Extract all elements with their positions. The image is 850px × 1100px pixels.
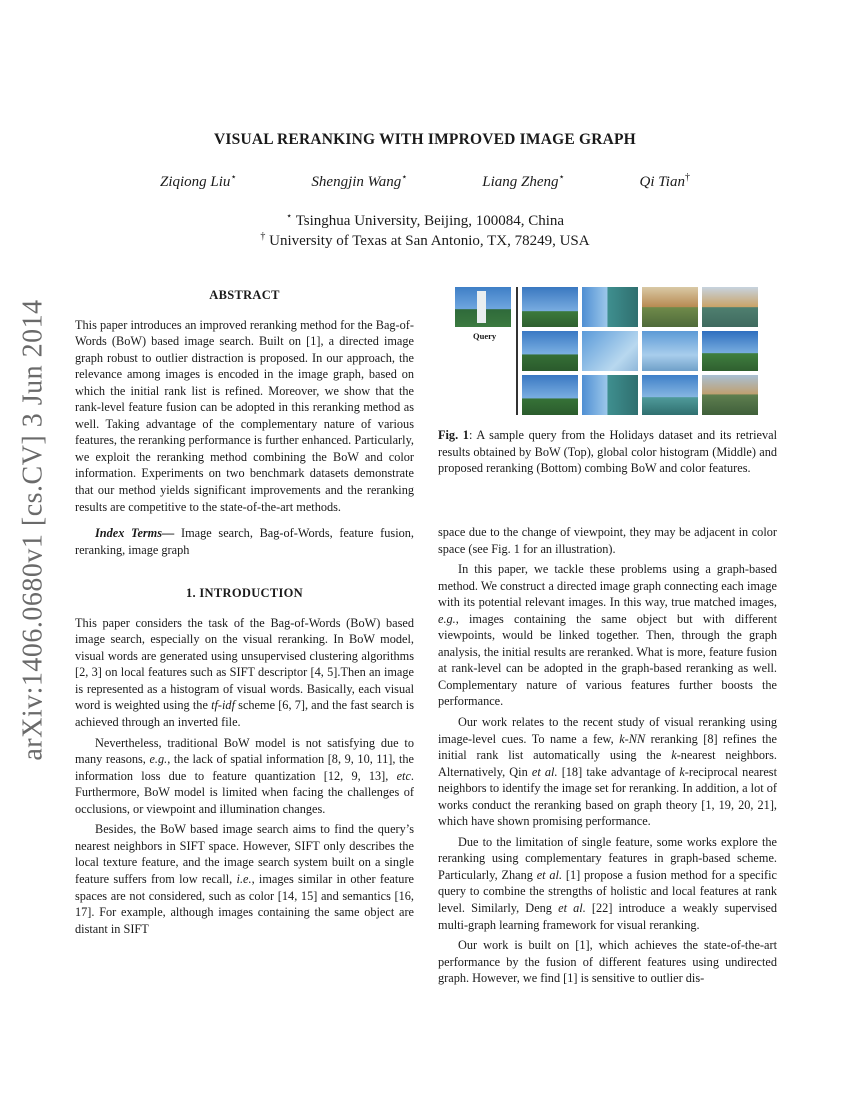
result-image [522, 287, 578, 327]
result-image [582, 375, 638, 415]
author: Qi Tian† [639, 172, 690, 190]
abstract-heading: ABSTRACT [209, 288, 280, 302]
left-column [75, 287, 414, 937]
intro-paragraph-2: Nevertheless, traditional BoW model is not satisfying due to many reasons, e.g., the lack of spatial information [8, 9, 10, 11], the information loss due to feature quantization [12, 9, 13], etc. Furthermore, BoW model is limited when facing the challenges of occlusions, or viewpoint and illumination changes. [75, 735, 414, 816]
result-image [522, 375, 578, 415]
figure-divider [516, 287, 518, 415]
result-image [582, 331, 638, 371]
right-paragraph-1: In this paper, we tackle these problems using a graph-based method. We construct a directed image graph connecting each image with its potential relevant images. In this way, true matched images, e.g., images containing the same object but with different viewpoints, would be linked together. Then, through the graph analysis, the initial results are reranked. What is more, feature fusion at rank-level can be adopted in the graph-based reranking as well. Complementary nature of various features further boosts the performance. [438, 562, 777, 709]
paper-title: VISUAL RERANKING WITH IMPROVED IMAGE GRAPH [214, 131, 636, 148]
intro-paragraph-1: This paper considers the task of the Bag-of-Words (BoW) based image search, especially on the visual reranking. In BoW model, visual words are generated using unsupervised clustering algorithms [2, 3] on local features such as SIFT descriptor [4, 5].Then an image is represented as a histogram of visual words. Basically, each visual word is weighted using the tf-idf scheme [6, 7], and the fast search is achieved through an inverted file. [75, 615, 414, 730]
affiliation-2: † University of Texas at San Antonio, TX, 78249, USA [260, 231, 590, 249]
result-image [702, 375, 758, 415]
arxiv-sidebar [14, 285, 54, 775]
result-image [642, 331, 698, 371]
intro-paragraph-3: Besides, the BoW based image search aims to find the query’s nearest neighbors in SIFT space. However, SIFT only describes the local texture feature, and the image search system built on a single feature suffers from low recall, i.e., images similar in other feature spaces are not considered, such as color [14, 15] and semantics [16, 17]. For example, although images containing the same object are distant in SIFT [75, 822, 415, 936]
figure-caption: Fig. 1: A sample query from the Holidays dataset and its retrieval results obtained by BoW (Top), global color histogram (Middle) and proposed reranking (Bottom) combing BoW and color features. [438, 428, 777, 476]
author-list [160, 172, 690, 191]
result-image [702, 287, 758, 327]
result-image [642, 375, 698, 415]
abstract-text: This paper introduces an improved reranking method for the Bag-of-Words (BoW) based image search. Built on [1], a directed image graph robust to outlier distraction is proposed. In our approach, the relevance among images is encoded in the image graph, based on which the initial rank list is refined. Moreover, we show that the rank-level feature fusion can be adopted in this reranking method as well. Taking advantage of the complementary nature of various features, the reranking performance is further enhanced. Particularly, we exploit the reranking method combining the BoW and color information. Experiments on two benchmark datasets demonstrate that our method yields significant improvements and the reranking results are competitive to the state-of-the-art methods. [75, 317, 414, 514]
index-terms: Index Terms— Image search, Bag-of-Words, feature fusion, reranking, image graph [75, 526, 414, 557]
query-image [455, 287, 511, 327]
right-paragraph-4: Our work is built on [1], which achieves the state-of-the-art performance by the fusion of different features using undirected graph. However, we find [1] is sensitive to outlier dis- [438, 938, 777, 986]
author: Ziqiong Liu⋆ [160, 172, 237, 190]
result-image [582, 287, 638, 327]
result-image [522, 331, 578, 371]
query-label: Query [473, 331, 497, 341]
right-column [438, 524, 777, 987]
author: Liang Zheng⋆ [482, 172, 565, 190]
result-image [642, 287, 698, 327]
right-paragraph-0: space due to the change of viewpoint, they may be adjacent in color space (see Fig. 1 for an illustration). [438, 525, 777, 556]
introduction-heading: 1. INTRODUCTION [185, 586, 303, 601]
right-paragraph-2: Our work relates to the recent study of visual reranking using image-level cues. To name a few, k-NN reranking [8] refines the initial rank list automatically using the k-nearest neighbors. Alternatively, Qin et al. [18] take advantage of k-reciprocal nearest neighbors to identify the image set for reranking. In addition, a lot of works conduct the reranking based on graph theory [1, 19, 20, 21], which have shown promising performance. [438, 715, 777, 829]
author: Shengjin Wang⋆ [311, 172, 408, 190]
affiliation-1: ⋆ Tsinghua University, Beijing, 100084, China [285, 211, 565, 229]
arxiv-identifier: arXiv:1406.0680v1 [cs.CV] 3 Jun 2014 [18, 299, 50, 761]
right-paragraph-3: Due to the limitation of single feature, some works explore the reranking using complementary features in graph-based scheme. Particularly, Zhang et al. [1] propose a fusion method for a specific query to combine the strengths of holistic and local features at rank level. Similarly, Deng et al. [22] introduce a weakly supervised multi-graph learning framework for visual reranking. [438, 834, 778, 932]
figure-1 [455, 287, 760, 415]
result-image [702, 331, 758, 371]
